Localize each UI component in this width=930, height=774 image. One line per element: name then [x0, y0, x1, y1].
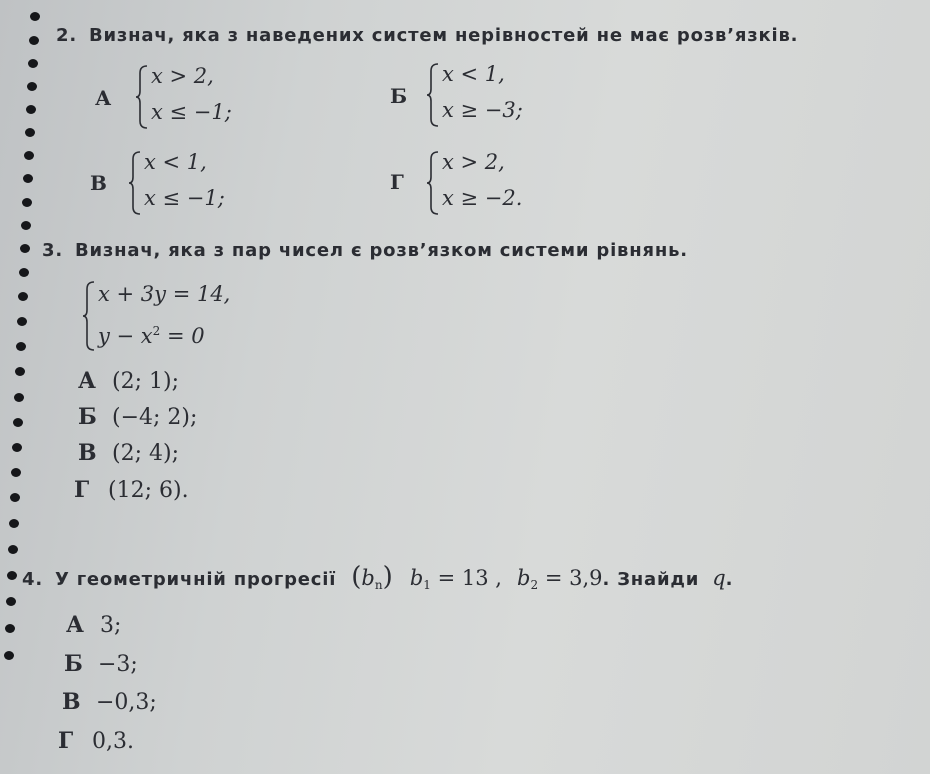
- system-line-2: x ≤ −1;: [151, 100, 232, 124]
- question-statement: У геометричній прогресії: [54, 569, 337, 590]
- option-q3-d[interactable]: [74, 477, 189, 503]
- option-letter: А: [95, 86, 112, 110]
- binding-hole: [27, 82, 37, 91]
- option-value: −0,3;: [96, 690, 157, 715]
- sequence-notation: $(b_n)$: [351, 562, 393, 592]
- equation-line-1: x + 3y = 14,: [98, 282, 231, 306]
- option-q4-b[interactable]: [64, 651, 138, 677]
- curly-brace-icon: [128, 150, 142, 216]
- second-term: $b_2 = 3,9$: [517, 566, 603, 592]
- binding-hole: [25, 128, 35, 137]
- option-letter: А: [78, 368, 96, 394]
- question-statement: Визнач, яка з пар чисел є розв’язком системи рівнянь.: [74, 240, 688, 261]
- binding-hole: [9, 519, 19, 528]
- binding-hole: [30, 12, 40, 21]
- system-line-2: x ≤ −1;: [144, 186, 225, 210]
- option-value: 0,3.: [92, 729, 134, 754]
- option-value: (12; 6).: [108, 478, 189, 503]
- question-number: 3.: [42, 240, 63, 261]
- binding-hole: [18, 292, 28, 301]
- option-q2-d[interactable]: [390, 148, 610, 218]
- question-3-text: [42, 240, 688, 261]
- equation-right-part: = 0: [160, 324, 205, 348]
- option-q4-a[interactable]: [66, 612, 121, 638]
- system-line-1: x > 2,: [151, 64, 214, 88]
- curly-brace-icon: [82, 280, 96, 352]
- binding-hole: [6, 597, 16, 606]
- system-line-1: x > 2,: [442, 150, 505, 174]
- binding-hole: [14, 393, 24, 402]
- ratio-variable: q: [712, 566, 726, 590]
- binding-hole: [26, 105, 36, 114]
- question-number: 4.: [22, 569, 43, 590]
- binding-hole: [24, 151, 34, 160]
- curly-brace-icon: [135, 64, 149, 130]
- option-q2-a[interactable]: [95, 62, 315, 132]
- binding-hole: [28, 59, 38, 68]
- option-letter: В: [78, 440, 97, 466]
- system-line-1: x < 1,: [144, 150, 207, 174]
- binding-hole: [8, 545, 18, 554]
- option-letter: Г: [74, 477, 90, 503]
- option-letter: Г: [390, 170, 404, 194]
- option-letter: Б: [64, 651, 83, 677]
- option-letter: Б: [390, 84, 408, 108]
- binding-hole: [7, 571, 17, 580]
- question-2-text: [56, 25, 798, 46]
- exponent: 2: [152, 324, 161, 338]
- binding-hole: [23, 174, 33, 183]
- option-letter: Г: [58, 728, 74, 754]
- option-letter: В: [90, 171, 107, 195]
- option-value: −3;: [98, 652, 138, 677]
- binding-hole: [10, 493, 20, 502]
- option-letter: Б: [78, 404, 97, 430]
- question-statement: Визнач, яка з наведених систем нерівностей не має розв’язків.: [88, 25, 799, 46]
- option-q3-a[interactable]: [78, 368, 179, 394]
- binding-hole: [17, 317, 27, 326]
- binding-hole: [11, 468, 21, 477]
- option-q3-b[interactable]: [78, 404, 197, 430]
- binding-hole: [19, 268, 29, 277]
- option-value: (2; 4);: [112, 441, 179, 466]
- option-value: (−4; 2);: [112, 405, 198, 430]
- equation-line-2: [98, 324, 205, 348]
- system-line-2: x ≥ −2.: [442, 186, 523, 210]
- option-q3-c[interactable]: [78, 440, 179, 466]
- system-line-1: x < 1,: [442, 62, 505, 86]
- option-q2-b[interactable]: [390, 62, 610, 132]
- equation-left-part: y − x: [98, 324, 153, 348]
- first-term: $b_1 = 13$ ,: [409, 566, 502, 592]
- binding-hole: [13, 418, 23, 427]
- option-q4-c[interactable]: [62, 689, 157, 715]
- option-value: (2; 1);: [112, 369, 179, 394]
- system-line-2: x ≥ −3;: [442, 98, 523, 122]
- curly-brace-icon: [426, 150, 440, 216]
- option-letter: А: [66, 612, 84, 638]
- spiral-holes: [0, 0, 40, 774]
- binding-hole: [20, 244, 30, 253]
- question-number: 2.: [56, 25, 77, 46]
- binding-hole: [15, 367, 25, 376]
- binding-hole: [22, 198, 32, 207]
- option-q4-d[interactable]: [58, 728, 134, 754]
- curly-brace-icon: [426, 62, 440, 128]
- question-instruction: . Знайди: [602, 569, 700, 590]
- question-4-text: [22, 562, 733, 592]
- option-value: 3;: [100, 613, 122, 638]
- equation-system: [82, 280, 342, 356]
- option-q2-c[interactable]: [90, 148, 310, 218]
- option-letter: В: [62, 689, 81, 715]
- binding-hole: [21, 221, 31, 230]
- binding-hole: [29, 36, 39, 45]
- binding-hole: [12, 443, 22, 452]
- binding-hole: [16, 342, 26, 351]
- question-end: .: [725, 569, 734, 590]
- binding-hole: [5, 624, 15, 633]
- binding-hole: [4, 651, 14, 660]
